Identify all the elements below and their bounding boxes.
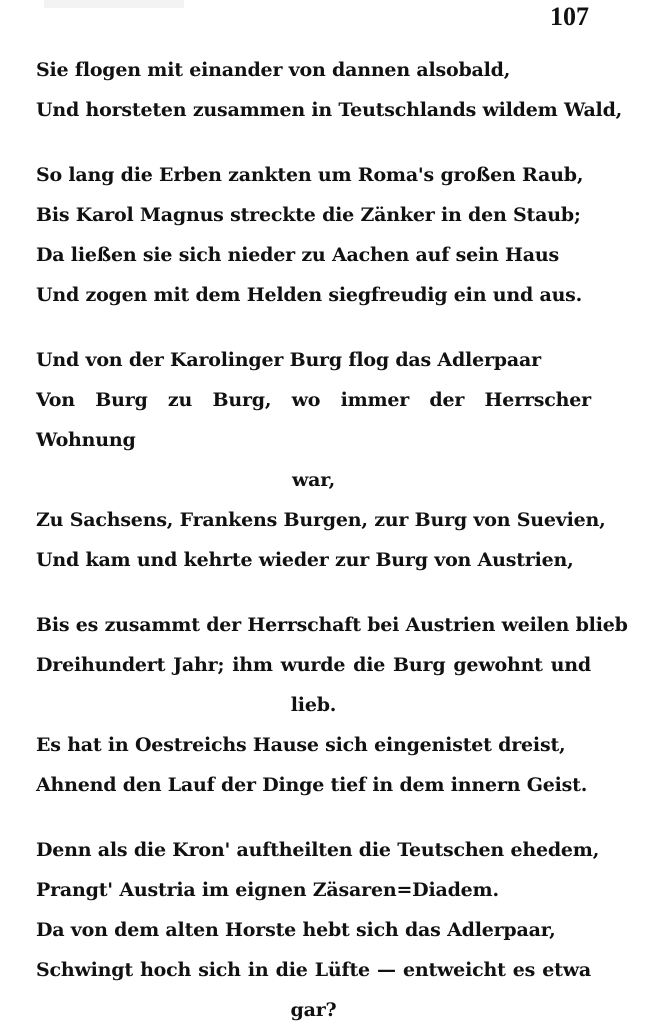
- poem-line: Bis Karol Magnus streckte die Zänker in den Staub;: [36, 204, 581, 226]
- poem-line: Und kam und kehrte wieder zur Burg von Austrien,: [36, 549, 574, 571]
- poem-line: Von Burg zu Burg, wo immer der Herrscher Wohnung: [36, 389, 591, 451]
- poem-line: Und von der Karolinger Burg flog das Adlerpaar: [36, 349, 541, 371]
- poem-line-continuation: gar?: [290, 999, 337, 1021]
- poem-line: Und horsteten zusammen in Teutschlands wildem Wald,: [36, 99, 623, 121]
- poem-line: Dreihundert Jahr; ihm wurde die Burg gewohnt und: [36, 654, 591, 676]
- poem-line: Ahnend den Lauf der Dinge tief in dem innern Geist.: [36, 774, 588, 796]
- stanza-gap: [36, 315, 591, 340]
- stanza-gap: [36, 805, 591, 830]
- stanza-5: [36, 830, 600, 1030]
- stanza-3: [36, 340, 606, 580]
- poem-line: Bis es zusammt der Herrschaft bei Austrien weilen blieb: [36, 614, 628, 636]
- poem-line-continuation: lieb.: [290, 694, 337, 716]
- stanza-gap: [36, 580, 591, 605]
- poem-line: Da von dem alten Horste hebt sich das Adlerpaar,: [36, 919, 556, 941]
- stanza-1: [36, 50, 623, 130]
- stanza-2: [36, 155, 591, 315]
- poem-line: Denn als die Kron' auftheilten die Teutschen ehedem,: [36, 839, 600, 861]
- poem: [36, 50, 628, 1030]
- page-number: 107: [550, 2, 589, 31]
- poem-line: Zu Sachsens, Frankens Burgen, zur Burg von Suevien,: [36, 509, 606, 531]
- poem-line: Prangt' Austria im eignen Zäsaren=Diadem.: [36, 879, 499, 901]
- poem-line: Schwingt hoch sich in die Lüfte — entweicht es etwa: [36, 959, 591, 981]
- poem-line: Da ließen sie sich nieder zu Aachen auf sein Haus: [36, 244, 560, 266]
- stanza-gap: [36, 130, 591, 155]
- poem-line-continuation: war,: [291, 469, 336, 491]
- poem-line: So lang die Erben zankten um Roma's großen Raub,: [36, 164, 584, 186]
- stanza-4: [36, 605, 628, 805]
- scan-artifact: [44, 0, 184, 8]
- poem-line: Sie flogen mit einander von dannen alsobald,: [36, 59, 511, 81]
- poem-line: Und zogen mit dem Helden siegfreudig ein und aus.: [36, 284, 583, 306]
- poem-line: Es hat in Oestreichs Hause sich eingenistet dreist,: [36, 734, 566, 756]
